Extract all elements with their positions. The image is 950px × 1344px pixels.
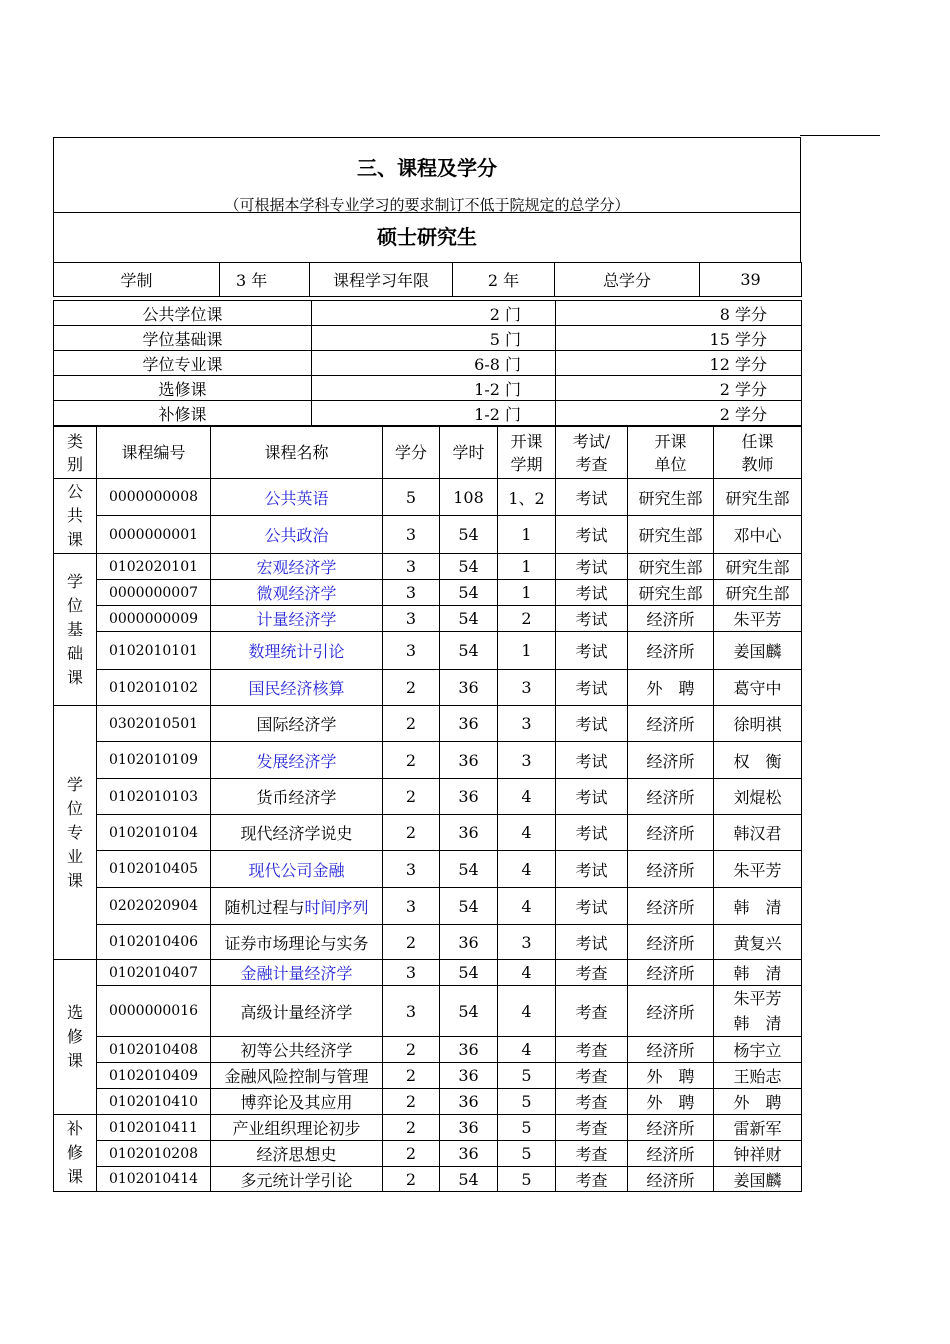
header-name: 课程名称 (211, 427, 383, 479)
header-row (54, 427, 802, 479)
course-code: 0102010411 (97, 1115, 211, 1141)
course-unit: 经济所 (628, 888, 714, 925)
credit-category: 学位基础课 (54, 326, 312, 351)
course-code: 0102010102 (97, 670, 211, 706)
course-name: 现代公司金融 (211, 851, 383, 888)
header-code: 课程编号 (97, 427, 211, 479)
course-term: 3 (498, 670, 556, 706)
course-exam: 考试 (556, 888, 628, 925)
course-term: 4 (498, 986, 556, 1037)
course-exam: 考试 (556, 815, 628, 851)
summary-table (53, 262, 802, 297)
course-code: 0000000007 (97, 580, 211, 606)
credit-row (54, 351, 802, 376)
course-unit: 经济所 (628, 1037, 714, 1063)
course-exam: 考试 (556, 851, 628, 888)
course-category: 选 修 课 (54, 960, 97, 1115)
course-exam: 考查 (556, 1089, 628, 1115)
course-code: 0102010101 (97, 632, 211, 670)
course-exam: 考查 (556, 960, 628, 986)
header-exam: 考试/ 考查 (556, 427, 628, 479)
course-category: 补 修 课 (54, 1115, 97, 1192)
course-code: 0102010405 (97, 851, 211, 888)
course-row (54, 580, 802, 606)
course-teacher: 杨宇立 (714, 1037, 802, 1063)
course-hours: 36 (440, 706, 498, 742)
course-hours: 36 (440, 925, 498, 960)
total-label: 总学分 (555, 263, 700, 297)
course-row (54, 1037, 802, 1063)
course-code: 0102010109 (97, 742, 211, 779)
course-hours: 54 (440, 606, 498, 632)
course-teacher: 韩汉君 (714, 815, 802, 851)
course-credit: 3 (383, 516, 440, 554)
course-row (54, 554, 802, 580)
credit-credits: 12 学分 (556, 351, 802, 376)
credit-category: 补修课 (54, 401, 312, 426)
credit-category: 选修课 (54, 376, 312, 401)
course-name: 多元统计学引论 (211, 1167, 383, 1192)
course-credit: 2 (383, 706, 440, 742)
course-unit: 经济所 (628, 706, 714, 742)
course-exam: 考查 (556, 1037, 628, 1063)
course-unit: 经济所 (628, 632, 714, 670)
course-exam: 考试 (556, 580, 628, 606)
course-term: 4 (498, 888, 556, 925)
course-code: 0102010414 (97, 1167, 211, 1192)
credit-count: 6-8 门 (312, 351, 556, 376)
course-unit: 经济所 (628, 606, 714, 632)
header-hours: 学时 (440, 427, 498, 479)
course-hours: 36 (440, 815, 498, 851)
course-name: 计量经济学 (211, 606, 383, 632)
course-exam: 考查 (556, 986, 628, 1037)
course-row (54, 925, 802, 960)
course-credit: 3 (383, 986, 440, 1037)
course-row (54, 960, 802, 986)
credit-credits: 15 学分 (556, 326, 802, 351)
course-row (54, 986, 802, 1037)
header-unit: 开课 单位 (628, 427, 714, 479)
course-teacher: 研究生部 (714, 479, 802, 516)
course-exam: 考查 (556, 1063, 628, 1089)
credit-row (54, 401, 802, 426)
course-name-part: 随机过程与 (224, 897, 305, 917)
course-term: 3 (498, 925, 556, 960)
course-credit: 2 (383, 1167, 440, 1192)
course-exam: 考试 (556, 925, 628, 960)
course-term: 3 (498, 742, 556, 779)
course-code: 0102010208 (97, 1141, 211, 1167)
course-table (53, 426, 802, 1192)
course-term: 5 (498, 1115, 556, 1141)
course-teacher: 姜国麟 (714, 632, 802, 670)
course-hours: 108 (440, 479, 498, 516)
course-term: 4 (498, 851, 556, 888)
course-term: 4 (498, 1037, 556, 1063)
course-term: 4 (498, 779, 556, 815)
course-credit: 2 (383, 1089, 440, 1115)
course-term: 1 (498, 632, 556, 670)
course-name: 公共政治 (211, 516, 383, 554)
course-term: 1、2 (498, 479, 556, 516)
course-teacher: 权 衡 (714, 742, 802, 779)
course-exam: 考查 (556, 1167, 628, 1192)
course-name: 金融计量经济学 (211, 960, 383, 986)
course-hours: 54 (440, 554, 498, 580)
course-teacher: 徐明祺 (714, 706, 802, 742)
course-code: 0302010501 (97, 706, 211, 742)
course-row (54, 1167, 802, 1192)
header-credit: 学分 (383, 427, 440, 479)
course-name: 发展经济学 (211, 742, 383, 779)
course-unit: 研究生部 (628, 554, 714, 580)
course-term: 5 (498, 1089, 556, 1115)
course-exam: 考试 (556, 742, 628, 779)
course-unit: 经济所 (628, 742, 714, 779)
course-hours: 54 (440, 632, 498, 670)
credit-credits: 2 学分 (556, 376, 802, 401)
course-exam: 考试 (556, 606, 628, 632)
course-name: 宏观经济学 (211, 554, 383, 580)
course-exam: 考查 (556, 1141, 628, 1167)
course-category: 学 位 专 业 课 (54, 706, 97, 960)
course-hours: 36 (440, 1063, 498, 1089)
course-credit: 2 (383, 925, 440, 960)
credit-count: 1-2 门 (312, 401, 556, 426)
course-name: 国际经济学 (211, 706, 383, 742)
course-code: 0000000009 (97, 606, 211, 632)
course-teacher: 韩 清 (714, 888, 802, 925)
course-hours: 54 (440, 851, 498, 888)
course-row (54, 706, 802, 742)
course-hours: 36 (440, 670, 498, 706)
course-hours: 36 (440, 1115, 498, 1141)
total-value: 39 (700, 263, 802, 297)
course-credit: 2 (383, 670, 440, 706)
course-teacher: 朱平芳 (714, 851, 802, 888)
credit-category: 学位专业课 (54, 351, 312, 376)
course-exam: 考试 (556, 516, 628, 554)
course-hours: 54 (440, 1167, 498, 1192)
course-code: 0102010104 (97, 815, 211, 851)
limit-label: 课程学习年限 (310, 263, 453, 297)
course-term: 5 (498, 1141, 556, 1167)
course-exam: 考试 (556, 670, 628, 706)
credit-category: 公共学位课 (54, 301, 312, 326)
top-right-rule (800, 135, 880, 136)
course-credit: 3 (383, 580, 440, 606)
course-teacher: 研究生部 (714, 554, 802, 580)
course-unit: 外 聘 (628, 670, 714, 706)
course-unit: 经济所 (628, 925, 714, 960)
limit-value: 2 年 (453, 263, 555, 297)
course-teacher: 朱平芳 韩 清 (714, 986, 802, 1037)
course-credit: 3 (383, 606, 440, 632)
header-category: 类 别 (54, 427, 97, 479)
course-name (211, 888, 383, 925)
course-row (54, 1141, 802, 1167)
course-unit: 经济所 (628, 1115, 714, 1141)
credit-count: 2 门 (312, 301, 556, 326)
course-hours: 36 (440, 1037, 498, 1063)
xuezhi-value: 3 年 (220, 263, 310, 297)
course-code: 0000000001 (97, 516, 211, 554)
course-row (54, 742, 802, 779)
course-code: 0000000016 (97, 986, 211, 1037)
course-name: 金融风险控制与管理 (211, 1063, 383, 1089)
course-teacher: 刘焜松 (714, 779, 802, 815)
course-hours: 54 (440, 960, 498, 986)
course-row (54, 606, 802, 632)
course-teacher: 钟祥财 (714, 1141, 802, 1167)
course-credit: 3 (383, 888, 440, 925)
course-unit: 外 聘 (628, 1089, 714, 1115)
course-name: 现代经济学说史 (211, 815, 383, 851)
course-unit: 外 聘 (628, 1063, 714, 1089)
program-title: 硕士研究生 (53, 212, 801, 262)
course-code: 0102010408 (97, 1037, 211, 1063)
course-credit: 3 (383, 851, 440, 888)
curriculum-document (53, 137, 801, 1192)
course-term: 1 (498, 516, 556, 554)
section-subtitle: （可根据本学科专业学习的要求制订不低于院规定的总学分） (224, 196, 630, 214)
course-exam: 考查 (556, 1115, 628, 1141)
course-credit: 2 (383, 1141, 440, 1167)
course-teacher: 邓中心 (714, 516, 802, 554)
course-term: 1 (498, 554, 556, 580)
course-unit: 经济所 (628, 1141, 714, 1167)
credit-credits: 8 学分 (556, 301, 802, 326)
course-hours: 36 (440, 1141, 498, 1167)
course-exam: 考试 (556, 632, 628, 670)
course-category: 公 共 课 (54, 479, 97, 554)
course-term: 4 (498, 960, 556, 986)
course-name: 博弈论及其应用 (211, 1089, 383, 1115)
course-name: 货币经济学 (211, 779, 383, 815)
course-exam: 考试 (556, 479, 628, 516)
course-teacher: 黄复兴 (714, 925, 802, 960)
course-unit: 研究生部 (628, 516, 714, 554)
course-term: 5 (498, 1063, 556, 1089)
course-row (54, 1115, 802, 1141)
course-row (54, 779, 802, 815)
course-unit: 研究生部 (628, 580, 714, 606)
course-credit: 2 (383, 1063, 440, 1089)
course-unit: 经济所 (628, 779, 714, 815)
course-code: 0102010407 (97, 960, 211, 986)
course-row (54, 479, 802, 516)
course-credit: 2 (383, 1115, 440, 1141)
credit-summary-table (53, 300, 802, 426)
course-term: 5 (498, 1167, 556, 1192)
course-code: 0102010409 (97, 1063, 211, 1089)
course-row (54, 815, 802, 851)
course-unit: 经济所 (628, 815, 714, 851)
title-block (53, 137, 801, 212)
course-code: 0102020101 (97, 554, 211, 580)
course-teacher: 王贻志 (714, 1063, 802, 1089)
course-unit: 经济所 (628, 1167, 714, 1192)
course-hours: 54 (440, 986, 498, 1037)
header-teacher: 任课 教师 (714, 427, 802, 479)
course-unit: 经济所 (628, 986, 714, 1037)
course-row (54, 1089, 802, 1115)
course-name: 产业组织理论初步 (211, 1115, 383, 1141)
course-code: 0102010406 (97, 925, 211, 960)
course-name: 公共英语 (211, 479, 383, 516)
header-term: 开课 学期 (498, 427, 556, 479)
course-name: 数理统计引论 (211, 632, 383, 670)
course-name: 证券市场理论与实务 (211, 925, 383, 960)
course-credit: 3 (383, 632, 440, 670)
course-credit: 2 (383, 815, 440, 851)
course-name-link: 时间序列 (304, 897, 369, 917)
course-unit: 经济所 (628, 851, 714, 888)
course-row (54, 1063, 802, 1089)
course-unit: 经济所 (628, 960, 714, 986)
course-code: 0202020904 (97, 888, 211, 925)
course-unit: 研究生部 (628, 479, 714, 516)
course-code: 0000000008 (97, 479, 211, 516)
course-hours: 54 (440, 888, 498, 925)
course-row (54, 670, 802, 706)
course-credit: 2 (383, 1037, 440, 1063)
credit-count: 5 门 (312, 326, 556, 351)
course-hours: 54 (440, 580, 498, 606)
course-code: 0102010410 (97, 1089, 211, 1115)
credit-row (54, 326, 802, 351)
course-exam: 考试 (556, 554, 628, 580)
course-credit: 2 (383, 779, 440, 815)
course-hours: 36 (440, 742, 498, 779)
course-teacher: 韩 清 (714, 960, 802, 986)
course-teacher: 姜国麟 (714, 1167, 802, 1192)
course-name: 国民经济核算 (211, 670, 383, 706)
xuezhi-label: 学制 (54, 263, 220, 297)
credit-row (54, 301, 802, 326)
course-exam: 考试 (556, 706, 628, 742)
course-row (54, 632, 802, 670)
course-teacher: 葛守中 (714, 670, 802, 706)
course-term: 4 (498, 815, 556, 851)
credit-count: 1-2 门 (312, 376, 556, 401)
course-credit: 5 (383, 479, 440, 516)
course-name: 微观经济学 (211, 580, 383, 606)
course-exam: 考试 (556, 779, 628, 815)
credit-credits: 2 学分 (556, 401, 802, 426)
course-category: 学 位 基 础 课 (54, 554, 97, 706)
section-title: 三、课程及学分 (357, 156, 497, 180)
course-row (54, 516, 802, 554)
course-credit: 2 (383, 742, 440, 779)
course-hours: 54 (440, 516, 498, 554)
course-row (54, 888, 802, 925)
course-teacher: 朱平芳 (714, 606, 802, 632)
course-name: 初等公共经济学 (211, 1037, 383, 1063)
course-name: 高级计量经济学 (211, 986, 383, 1037)
course-credit: 3 (383, 960, 440, 986)
course-hours: 36 (440, 779, 498, 815)
course-term: 2 (498, 606, 556, 632)
course-hours: 36 (440, 1089, 498, 1115)
course-teacher: 研究生部 (714, 580, 802, 606)
course-teacher: 雷新军 (714, 1115, 802, 1141)
course-credit: 3 (383, 554, 440, 580)
course-teacher: 外 聘 (714, 1089, 802, 1115)
credit-row (54, 376, 802, 401)
course-code: 0102010103 (97, 779, 211, 815)
course-term: 1 (498, 580, 556, 606)
course-row (54, 851, 802, 888)
course-term: 3 (498, 706, 556, 742)
course-name: 经济思想史 (211, 1141, 383, 1167)
